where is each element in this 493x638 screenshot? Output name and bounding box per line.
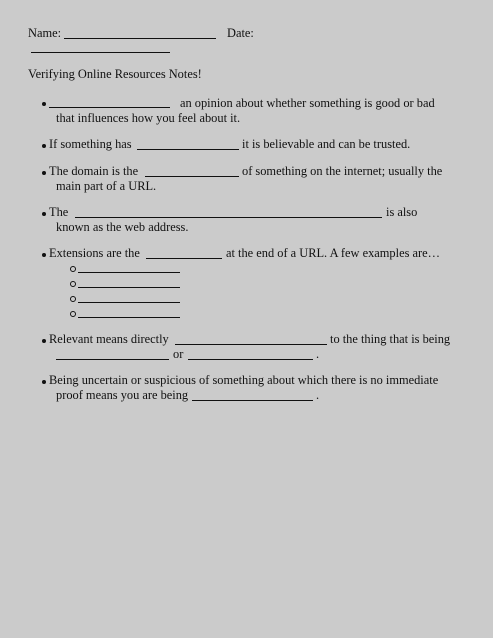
item-3-blank[interactable] — [145, 176, 239, 177]
item-1-text-cont: that influences how you feel about it. — [56, 111, 241, 125]
example-blank-4[interactable] — [78, 317, 180, 318]
date-blank[interactable] — [31, 52, 170, 53]
item-7-period: . — [316, 388, 320, 402]
example-blank-2[interactable] — [78, 287, 180, 288]
name-label: Name: — [28, 26, 62, 40]
item-6-or: or — [173, 347, 184, 361]
item-3-text-after: of something on the internet; usually the — [242, 164, 443, 178]
item-5-blank[interactable] — [146, 258, 222, 259]
item-2-text-before: If something has — [49, 137, 132, 151]
item-5-text-before: Extensions are the — [49, 246, 140, 260]
date-label: Date: — [227, 26, 254, 40]
bullet-icon — [42, 144, 46, 148]
item-7-text: Being uncertain or suspicious of something about which there is no immediate — [49, 373, 439, 387]
bullet-icon — [42, 212, 46, 216]
item-1-blank[interactable] — [49, 107, 170, 108]
bullet-icon — [42, 171, 46, 175]
sub-bullet-icon — [70, 311, 76, 317]
item-2-blank[interactable] — [137, 149, 239, 150]
bullet-icon — [42, 253, 46, 257]
item-4-blank[interactable] — [75, 217, 382, 218]
item-3-text-cont: main part of a URL. — [56, 179, 157, 193]
sub-bullet-icon — [70, 296, 76, 302]
item-3-text-before: The domain is the — [49, 164, 139, 178]
item-4-text-before: The — [49, 205, 69, 219]
item-6-blank-1[interactable] — [175, 344, 327, 345]
item-7-blank[interactable] — [192, 400, 313, 401]
item-6-text-after: to the thing that is being — [330, 332, 451, 346]
item-1-text: an opinion about whether something is good or bad — [180, 96, 435, 110]
name-blank[interactable] — [64, 38, 216, 39]
bullet-icon — [42, 339, 46, 343]
bullet-icon — [42, 380, 46, 384]
item-6-text-before: Relevant means directly — [49, 332, 169, 346]
item-6-period: . — [316, 347, 320, 361]
example-blank-3[interactable] — [78, 302, 180, 303]
item-2-text-after: it is believable and can be trusted. — [242, 137, 411, 151]
item-4-text-after: is also — [386, 205, 418, 219]
page-title: Verifying Online Resources Notes! — [28, 67, 202, 81]
example-blank-1[interactable] — [78, 272, 180, 273]
item-4-text-cont: known as the web address. — [56, 220, 189, 234]
sub-bullet-icon — [70, 281, 76, 287]
item-6-blank-3[interactable] — [188, 359, 313, 360]
bullet-icon — [42, 102, 46, 106]
item-6-blank-2[interactable] — [56, 359, 169, 360]
sub-bullet-icon — [70, 266, 76, 272]
item-7-text-before: proof means you are being — [56, 388, 189, 402]
item-5-text-after: at the end of a URL. A few examples are… — [226, 246, 441, 260]
